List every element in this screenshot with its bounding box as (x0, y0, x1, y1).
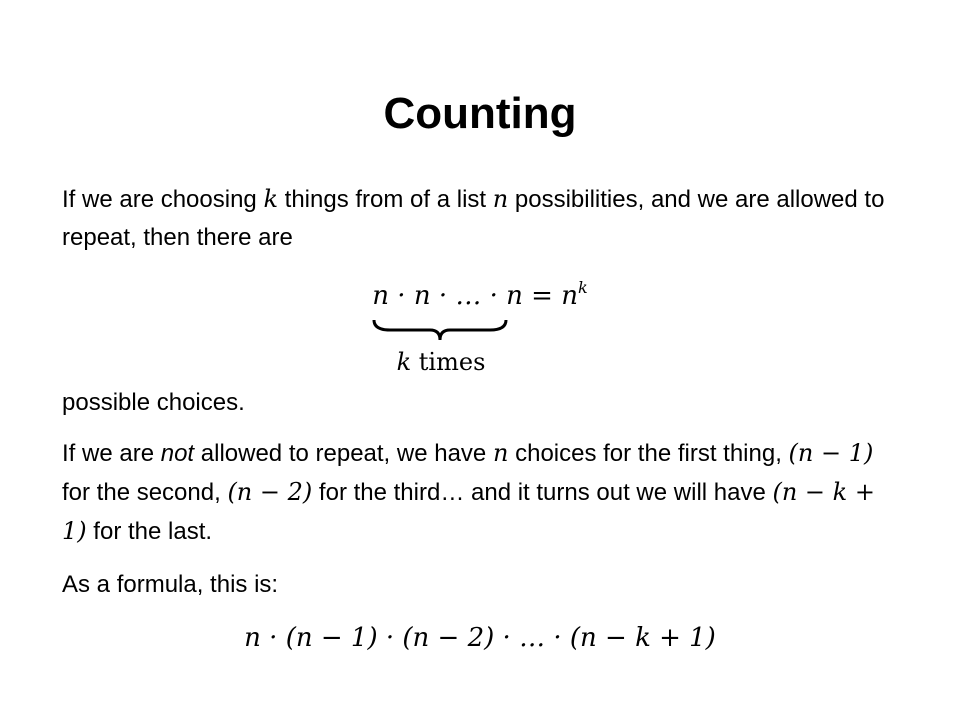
text-segment: If we are (62, 440, 161, 467)
math-n-minus-1: (n − 1) (788, 439, 874, 467)
paragraph-no-repeat (62, 434, 892, 551)
paragraph-possible-choices: possible choices. (62, 389, 245, 416)
math-n-minus-2: (n − 2) (227, 478, 313, 506)
paragraph-formula-intro: As a formula, this is: (62, 571, 279, 598)
equation-product: n · n · … · n = n (372, 281, 578, 311)
math-variable-n: n (492, 439, 509, 467)
paragraph-repeat-allowed (62, 180, 912, 257)
slide-title: Counting (383, 89, 577, 138)
underbrace (370, 318, 510, 342)
equation-n-power-k (0, 278, 960, 314)
text-segment: for the second, (62, 479, 228, 506)
text-segment: possibilities, and we are allowed to repeat, then there are (62, 186, 885, 251)
times-word: times (411, 348, 486, 376)
math-variable-k: k (396, 348, 412, 376)
math-variable-k: k (263, 185, 278, 213)
underbrace-label (366, 347, 516, 377)
text-segment: for the last. (86, 518, 213, 545)
math-variable-n: n (492, 185, 509, 213)
math-n-minus-k-plus-1: (n − k + 1) (62, 478, 875, 545)
equation-exponent-k: k (577, 278, 588, 297)
equation-product-formula: n · (n − 1) · (n − 2) · … · (n − k + 1) (244, 623, 716, 653)
equation-falling-product (0, 620, 960, 656)
text-segment: allowed to repeat, we have (194, 440, 493, 467)
emphasis-not: not (160, 440, 195, 467)
text-segment: for the third… (312, 479, 465, 506)
text-segment: things from of a list (278, 186, 493, 213)
text-segment: If we are choosing (62, 186, 264, 213)
text-segment: choices for the first thing, (508, 440, 789, 467)
text-segment: and it turns out we will have (464, 479, 773, 506)
